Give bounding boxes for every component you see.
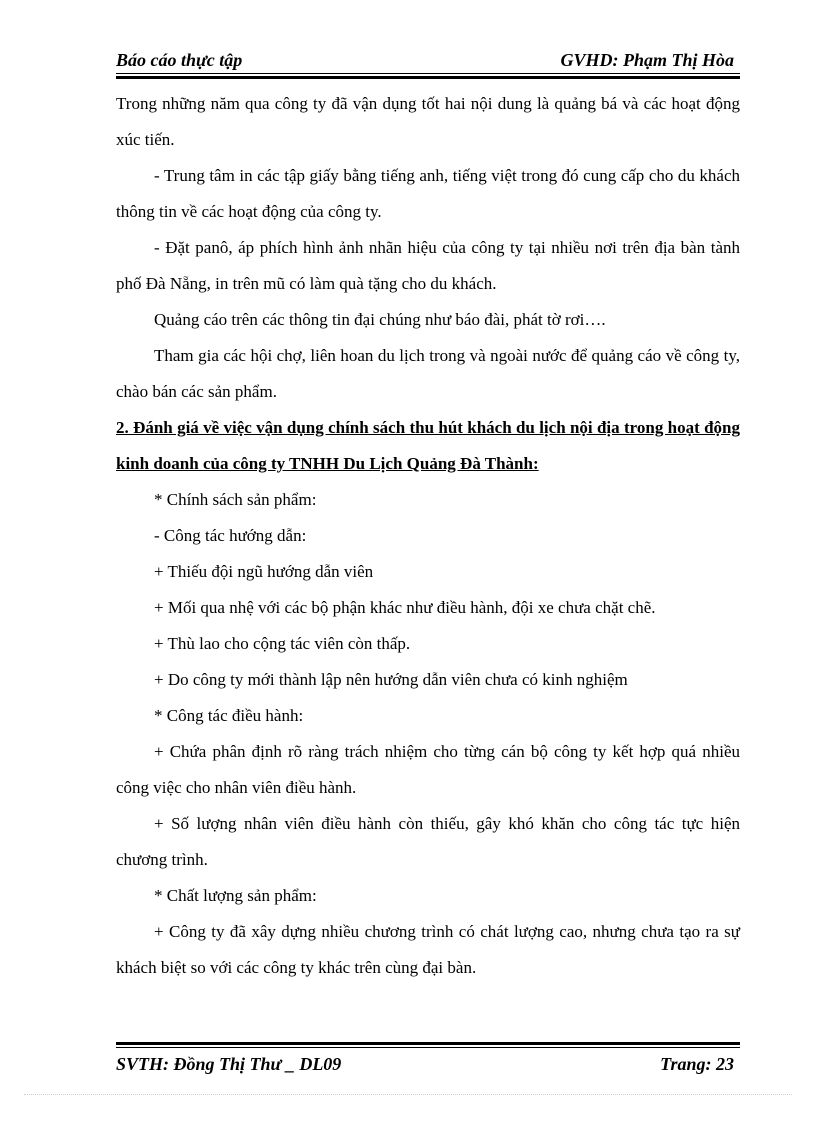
list-item: - Công tác hướng dẫn: — [154, 526, 307, 545]
page-edge-divider — [24, 1094, 792, 1096]
header-rule — [116, 73, 740, 79]
list-item: * Công tác điều hành: — [154, 706, 304, 725]
paragraph: Tham gia các hội chợ, liên hoan du lịch trong và ngoài nước để quảng cáo về công ty, chào bán các sản phẩm. — [116, 346, 740, 401]
paragraph: + Chứa phân định rõ ràng trách nhiệm cho từng cán bộ công ty kết hợp quá nhiều công việc cho nhân viên điều hành. — [116, 742, 740, 797]
list-item: + Mối qua nhệ với các bộ phận khác như điều hành, đội xe chưa chặt chẽ. — [154, 598, 656, 617]
paragraph: Trong những năm qua công ty đã vận dụng tốt hai nội dung là quảng bá và các hoạt động xúc tiến. — [116, 94, 740, 149]
footer-student: SVTH: Đồng Thị Thư _ DL09 — [116, 1054, 342, 1074]
paragraph: - Trung tâm in các tập giấy bằng tiếng anh, tiếng việt trong đó cung cấp cho du khách thông tin về các hoạt động của công ty. — [116, 166, 740, 221]
paragraph: + Công ty đã xây dựng nhiều chương trình có chát lượng cao, nhưng chưa tạo ra sự khách biệt so với các công ty khác trên cùng đại bàn. — [116, 922, 740, 977]
list-item: * Chính sách sản phẩm: — [154, 490, 317, 509]
list-item: * Chất lượng sản phẩm: — [154, 886, 317, 905]
section-heading: 2. Đánh giá về việc vận dụng chính sách thu hút khách du lịch nội địa trong hoạt động kinh doanh của công ty TNHH Du Lịch Quảng Đà Thành: — [116, 418, 740, 473]
page-body — [116, 86, 740, 986]
paragraph: - Đặt panô, áp phích hình ảnh nhãn hiệu của công ty tại nhiều nơi trên địa bàn tành phố Đà Nẵng, in trên mũ có làm quà tặng cho du khách. — [116, 238, 740, 293]
header-supervisor: GVHD: Phạm Thị Hòa — [560, 50, 734, 70]
list-item: + Thiếu đội ngũ hướng dẫn viên — [154, 562, 374, 581]
paragraph: + Số lượng nhân viên điều hành còn thiếu, gây khó khăn cho công tác tực hiện chương trình. — [116, 814, 740, 869]
header-report-title: Báo cáo thực tập — [116, 50, 243, 70]
list-item: + Thù lao cho cộng tác viên còn thấp. — [154, 634, 411, 653]
paragraph: Quảng cáo trên các thông tin đại chúng như báo đài, phát tờ rơi…. — [154, 310, 606, 329]
footer-rule — [116, 1042, 740, 1048]
list-item: + Do công ty mới thành lập nên hướng dẫn viên chưa có kinh nghiệm — [154, 670, 628, 689]
footer-page-number: Trang: 23 — [660, 1054, 734, 1074]
